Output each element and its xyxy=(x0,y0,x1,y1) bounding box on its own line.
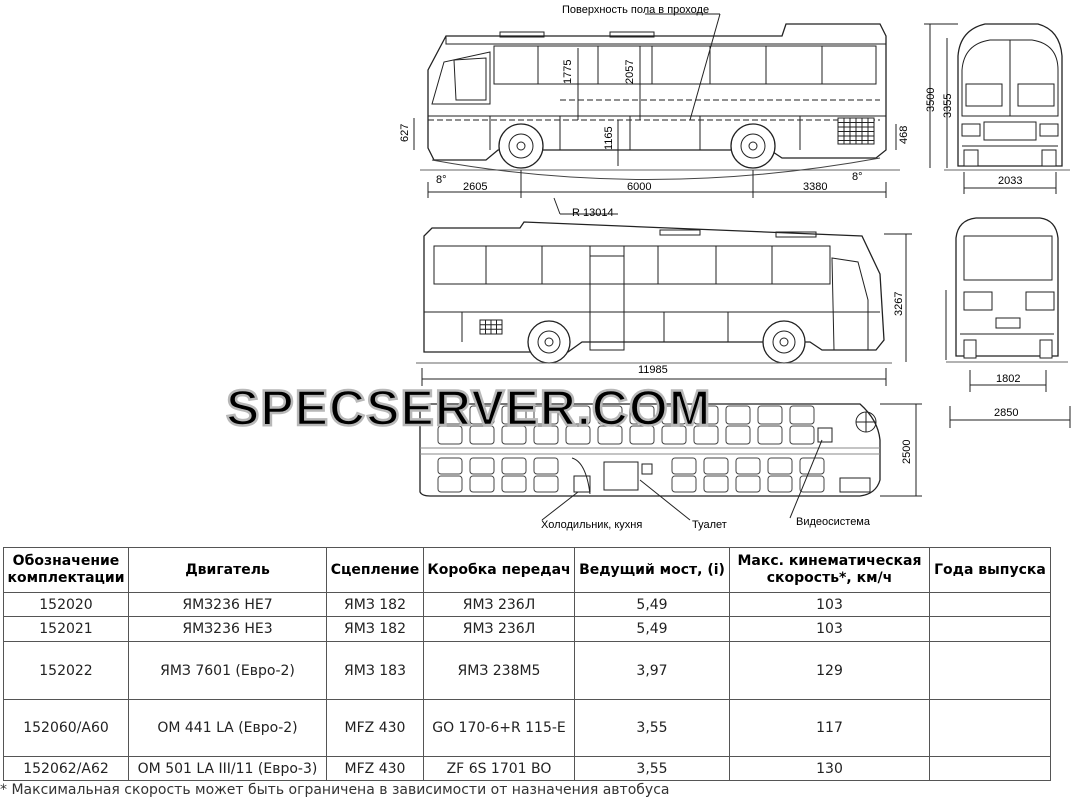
cell-configuration: 152062/А62 xyxy=(4,757,129,781)
cell-max-speed: 129 xyxy=(730,642,930,700)
cell-production-years xyxy=(930,593,1051,617)
dim-1165: 1165 xyxy=(603,126,615,150)
fridge-kitchen-label: Холодильник, кухня xyxy=(541,519,643,531)
cell-configuration: 152020 xyxy=(4,593,129,617)
cell-max-speed: 130 xyxy=(730,757,930,781)
radius-label: R 13014 xyxy=(572,207,614,219)
cell-configuration: 152060/А60 xyxy=(4,700,129,757)
cell-clutch: MFZ 430 xyxy=(327,700,424,757)
cell-engine: ЯМЗ 7601 (Евро-2) xyxy=(129,642,327,700)
cell-configuration: 152022 xyxy=(4,642,129,700)
cell-drive-axle: 3,55 xyxy=(575,757,730,781)
table-row xyxy=(4,593,1051,617)
cell-configuration: 152021 xyxy=(4,617,129,642)
cell-drive-axle: 3,55 xyxy=(575,700,730,757)
dim-rear-overhang: 3380 xyxy=(803,181,828,193)
dim-height-3355: 3355 xyxy=(942,93,954,118)
header-configuration: Обозначение комплектации xyxy=(4,548,129,593)
cell-max-speed: 103 xyxy=(730,617,930,642)
dim-track-1802: 1802 xyxy=(996,373,1021,385)
cell-gearbox: ЯМЗ 236Л xyxy=(424,593,575,617)
cell-clutch: ЯМЗ 183 xyxy=(327,642,424,700)
side-view-middle xyxy=(416,222,912,386)
dim-627: 627 xyxy=(399,123,411,142)
cell-max-speed: 103 xyxy=(730,593,930,617)
toilet-label: Туалет xyxy=(692,519,727,531)
cell-gearbox: GO 170-6+R 115-E xyxy=(424,700,575,757)
table-row xyxy=(4,700,1051,757)
dim-468: 468 xyxy=(898,125,910,144)
dim-width-2033: 2033 xyxy=(998,175,1023,187)
header-drive-axle: Ведущий мост, (i) xyxy=(575,548,730,593)
dim-angle-front: 8° xyxy=(436,174,447,186)
table-row xyxy=(4,757,1051,781)
cell-engine: ЯМЗ236 НЕ7 xyxy=(129,593,327,617)
table-row xyxy=(4,642,1051,700)
cell-production-years xyxy=(930,617,1051,642)
spec-table-header-row xyxy=(4,548,1051,593)
cell-clutch: ЯМЗ 182 xyxy=(327,617,424,642)
header-gearbox: Коробка передач xyxy=(424,548,575,593)
dim-width-2500: 2500 xyxy=(901,439,913,464)
rear-view-middle xyxy=(946,218,1070,428)
dim-width-2850: 2850 xyxy=(994,407,1019,419)
spec-table xyxy=(3,547,1051,781)
cell-gearbox: ЯМЗ 238М5 xyxy=(424,642,575,700)
cell-engine: ОМ 501 LA III/11 (Евро-3) xyxy=(129,757,327,781)
dim-height-3267: 3267 xyxy=(893,291,905,316)
cell-production-years xyxy=(930,700,1051,757)
footnote: * Максимальная скорость может быть ограничена в зависимости от назначения автобуса xyxy=(0,782,670,798)
cell-drive-axle: 5,49 xyxy=(575,617,730,642)
dim-front-overhang: 2605 xyxy=(463,181,488,193)
table-row xyxy=(4,617,1051,642)
header-max-speed: Макс. кинематическая скорость*, км/ч xyxy=(730,548,930,593)
cell-engine: ОМ 441 LA (Евро-2) xyxy=(129,700,327,757)
floor-surface-label: Поверхность пола в проходе xyxy=(562,4,710,16)
header-engine: Двигатель xyxy=(129,548,327,593)
cell-max-speed: 117 xyxy=(730,700,930,757)
cell-clutch: ЯМЗ 182 xyxy=(327,593,424,617)
cell-production-years xyxy=(930,642,1051,700)
header-clutch: Сцепление xyxy=(327,548,424,593)
cell-engine: ЯМЗ236 НЕ3 xyxy=(129,617,327,642)
dim-length: 11985 xyxy=(638,364,668,376)
header-production-years: Года выпуска xyxy=(930,548,1051,593)
watermark: SPECSERVER.COM xyxy=(226,380,712,436)
cell-drive-axle: 3,97 xyxy=(575,642,730,700)
dim-angle-rear: 8° xyxy=(852,171,863,183)
dim-2057: 2057 xyxy=(624,59,636,84)
cell-production-years xyxy=(930,757,1051,781)
dim-1775: 1775 xyxy=(562,59,574,84)
cell-gearbox: ЯМЗ 236Л xyxy=(424,617,575,642)
dim-wheelbase: 6000 xyxy=(627,181,652,193)
dim-total-height: 3500 xyxy=(925,87,937,112)
cell-gearbox: ZF 6S 1701 BO xyxy=(424,757,575,781)
video-system-label: Видеосистема xyxy=(796,516,870,528)
cell-drive-axle: 5,49 xyxy=(575,593,730,617)
cell-clutch: MFZ 430 xyxy=(327,757,424,781)
